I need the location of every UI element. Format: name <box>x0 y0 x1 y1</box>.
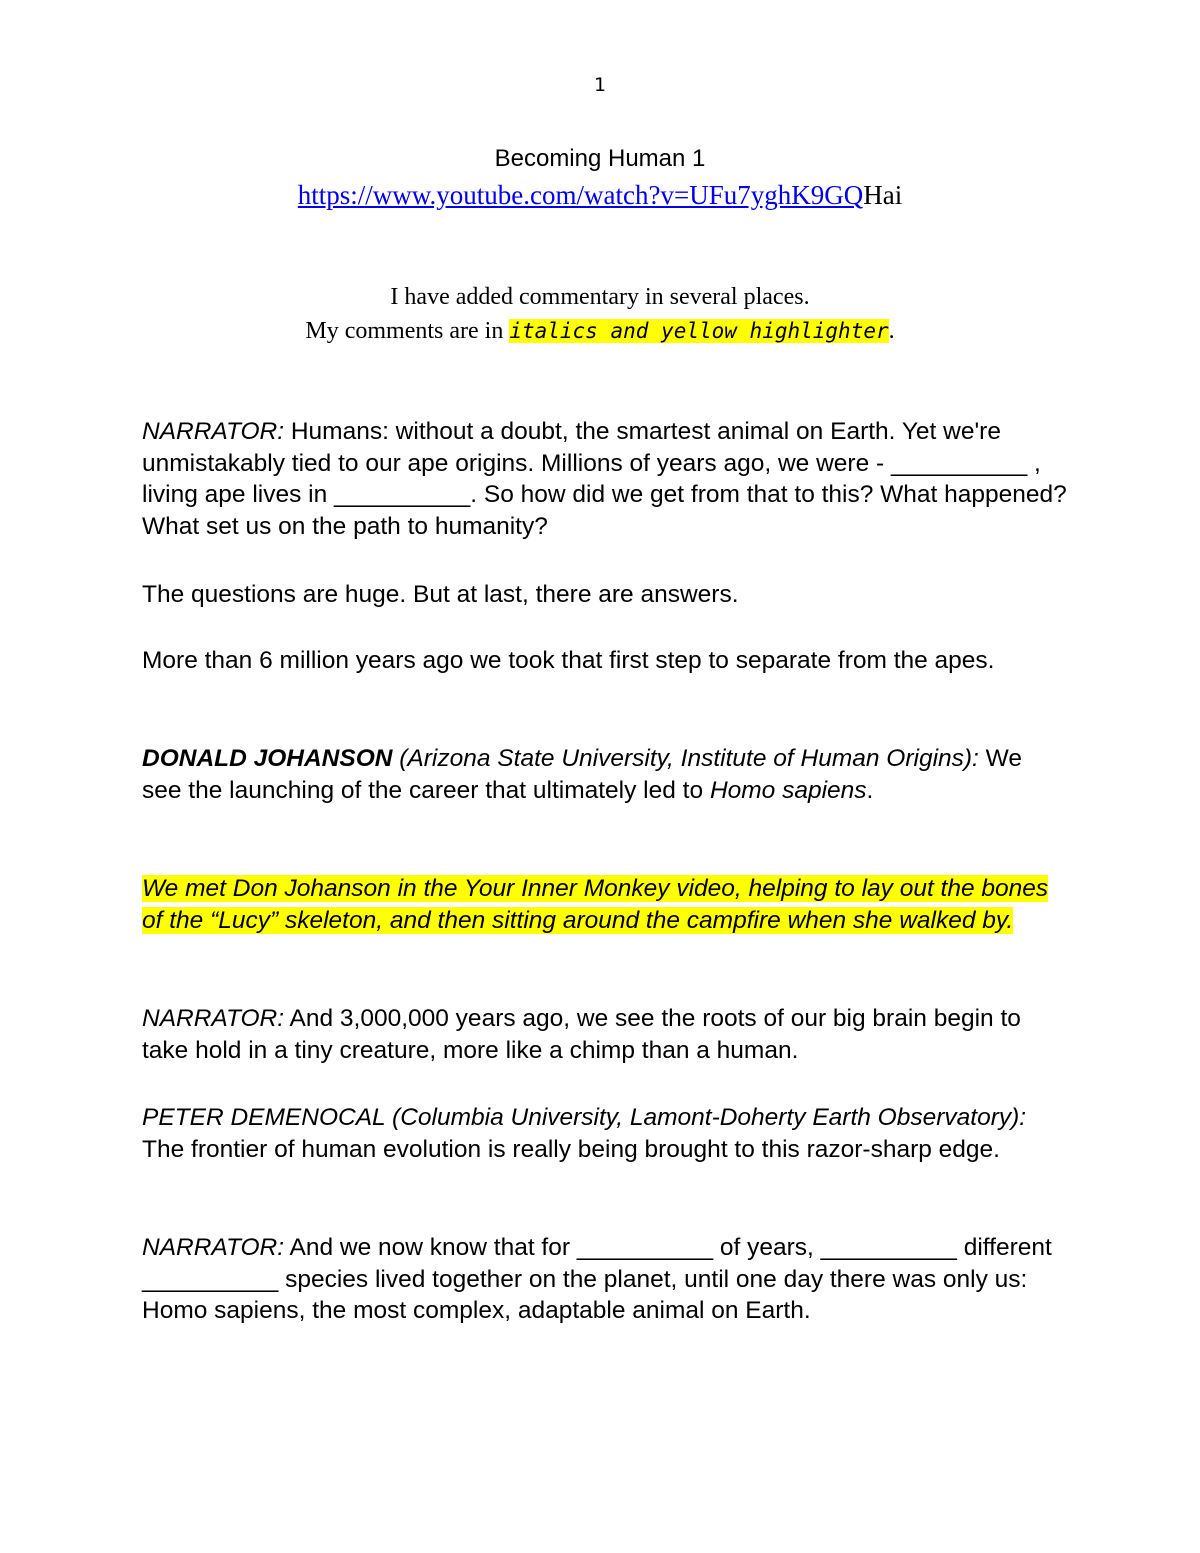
species-name: Homo sapiens <box>709 776 867 804</box>
paragraph-demenocal <box>142 1102 1067 1165</box>
link-suffix: Hai <box>863 180 903 210</box>
paragraph-first-step <box>142 645 1067 677</box>
document-title: Becoming Human 1 <box>494 145 706 172</box>
intro-highlight: italics and yellow highlighter <box>509 319 889 343</box>
speaker-affiliation: (Arizona State University, Institute of Human Origins): <box>392 745 979 772</box>
paragraph-text-end: . <box>866 776 874 804</box>
paragraph-narrator-1 <box>142 416 1067 542</box>
paragraph-narrator-3 <box>142 1232 1067 1327</box>
intro-line-2-suffix: . <box>888 318 895 344</box>
speaker-label: NARRATOR: <box>142 1234 285 1261</box>
paragraph-text: The frontier of human evolution is really being brought to this razor-sharp edge. <box>142 1135 1000 1163</box>
speaker-label: NARRATOR: <box>142 418 285 445</box>
intro-line-2 <box>0 318 1200 345</box>
intro-line-2-prefix: My comments are in <box>305 318 510 344</box>
paragraph-text: We see the launching of the career that ultimately led to <box>142 745 1022 804</box>
paragraph-text: The questions are huge. But at last, there are answers. <box>142 581 739 608</box>
video-link-line <box>0 180 1200 211</box>
page-number: 1 <box>593 74 607 96</box>
paragraph-questions <box>142 579 1067 611</box>
paragraph-text: And 3,000,000 years ago, we see the roots of our big brain begin to take hold in a tiny creature, more like a chimp than a human. <box>142 1005 1021 1064</box>
comment-text: We met Don Johanson in the Your Inner Monkey video, helping to lay out the bones of the “Lucy” skeleton, and then sitting around the campfire when she walked by. <box>142 875 1049 934</box>
paragraph-narrator-2 <box>142 1003 1067 1066</box>
speaker-label: NARRATOR: <box>142 1005 285 1032</box>
intro-line-1: I have added commentary in several places. <box>390 284 810 310</box>
paragraph-johanson <box>142 743 1067 806</box>
highlighted-comment <box>142 873 1067 936</box>
video-link[interactable]: https://www.youtube.com/watch?v=UFu7yghK9GQ <box>297 180 864 210</box>
speaker-label: PETER DEMENOCAL (Columbia University, Lamont-Doherty Earth Observatory): <box>142 1104 1027 1131</box>
paragraph-text: And we now know that for __________ of years, __________ different __________ species lived together on the planet, until one day there was only us: Homo sapiens, the most complex, adaptable animal on Earth. <box>142 1234 1052 1324</box>
paragraph-text: Humans: without a doubt, the smartest animal on Earth. Yet we're unmistakably tied to our ape origins. Millions of years ago, we were - __________ , living ape lives in __________. So how did we get from that to this? What happened? What set us on the path to humanity? <box>142 418 1067 540</box>
speaker-label: DONALD JOHANSON <box>142 745 393 772</box>
paragraph-text: More than 6 million years ago we took that first step to separate from the apes. <box>142 647 995 674</box>
